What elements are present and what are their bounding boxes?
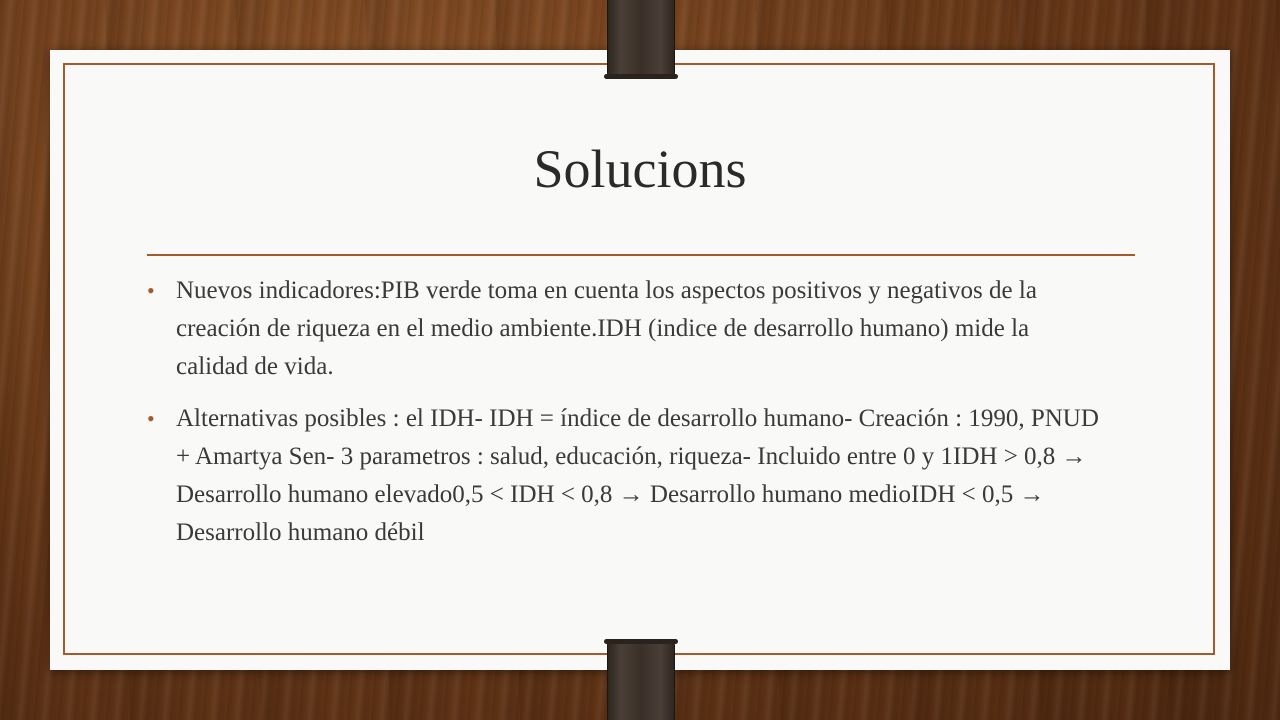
title-divider — [147, 254, 1135, 256]
bullet-list — [147, 272, 1105, 566]
bullet-text-alternativas: Alternativas posibles : el IDH- IDH = índice de desarrollo humano- Creación : 1990, PNUD + Amartya Sen- 3 parametros : salud, educación, riqueza- Incluido entre 0 y 1IDH > 0,8 → Desarrollo humano elevado0,5 < IDH < 0,8 → Desarrollo humano medioIDH < 0,5 → Desarrollo humano débil — [176, 405, 1099, 546]
bullet-marker-icon: • — [147, 406, 155, 431]
bullet-item-indicadores — [147, 272, 1105, 386]
bullet-item-alternativas — [147, 400, 1105, 552]
bullet-marker-icon: • — [147, 278, 155, 303]
slide-title: Solucions — [533, 139, 747, 199]
bullet-text-indicadores: Nuevos indicadores:PIB verde toma en cuenta los aspectos positivos y negativos de la creación de riqueza en el medio ambiente.IDH (indice de desarrollo humano) mide la calidad de vida. — [176, 277, 1037, 380]
bottom-binder-clip — [607, 641, 675, 720]
top-binder-clip — [607, 0, 675, 77]
